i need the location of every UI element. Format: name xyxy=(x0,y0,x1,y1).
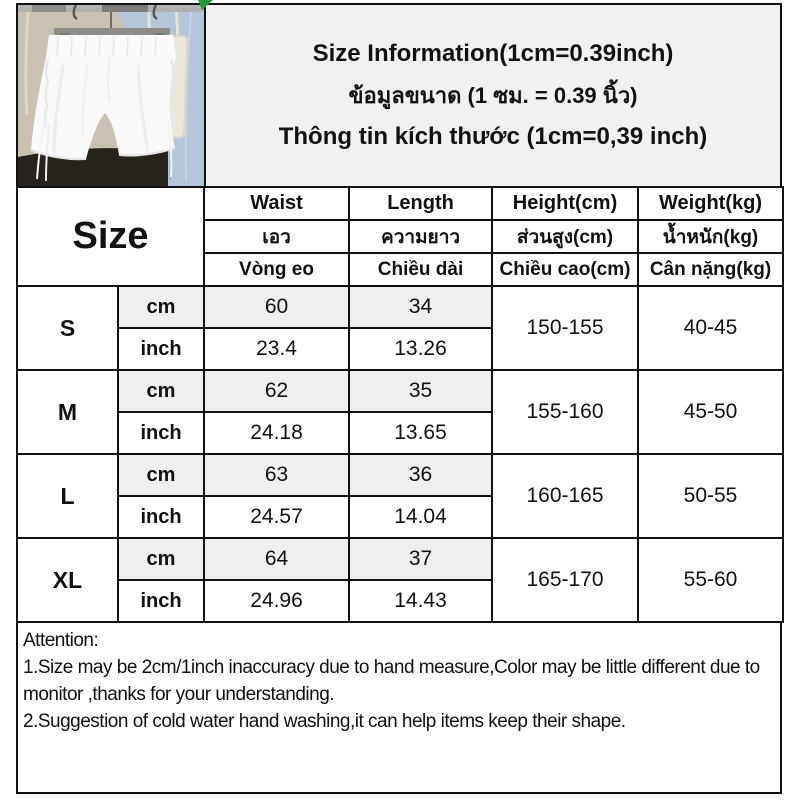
value-xl-waist-cm: 64 xyxy=(204,538,349,580)
value-s-waist-inch: 23.4 xyxy=(204,328,349,370)
title-th: ข้อมูลขนาด (1 ซม. = 0.39 นิ้ว) xyxy=(348,83,638,108)
header-height-en: Height(cm) xyxy=(492,187,638,220)
value-l-length-inch: 14.04 xyxy=(349,496,492,538)
header-weight-vi: Cân nặng(kg) xyxy=(638,253,783,286)
value-xl-height: 165-170 xyxy=(492,538,638,622)
value-l-height: 160-165 xyxy=(492,454,638,538)
top-row xyxy=(16,3,782,188)
value-xl-length-inch: 14.43 xyxy=(349,580,492,622)
value-m-length-cm: 35 xyxy=(349,370,492,412)
attention-item-2: 2.Suggestion of cold water hand washing,it can help items keep their shape. xyxy=(23,711,626,732)
value-s-length-inch: 13.26 xyxy=(349,328,492,370)
value-s-length-cm: 34 xyxy=(349,286,492,328)
title-vi: Thông tin kích thước (1cm=0,39 inch) xyxy=(278,123,708,150)
unit-cell-inch: inch xyxy=(118,496,204,538)
unit-cell-cm: cm xyxy=(118,454,204,496)
green-corner-ribbon xyxy=(198,0,213,10)
unit-cell-inch: inch xyxy=(118,580,204,622)
row-l-cm xyxy=(17,454,783,496)
value-l-waist-inch: 24.57 xyxy=(204,496,349,538)
value-m-height: 155-160 xyxy=(492,370,638,454)
header-weight-th: น้ำหนัก(kg) xyxy=(638,220,783,253)
row-s-cm xyxy=(17,286,783,328)
value-m-waist-inch: 24.18 xyxy=(204,412,349,454)
header-height-vi: Chiều cao(cm) xyxy=(492,253,638,286)
row-xl-cm xyxy=(17,538,783,580)
value-l-weight: 50-55 xyxy=(638,454,783,538)
value-s-waist-cm: 60 xyxy=(204,286,349,328)
header-row-en xyxy=(17,187,783,220)
header-length-en: Length xyxy=(349,187,492,220)
header-waist-vi: Vòng eo xyxy=(204,253,349,286)
attention-section xyxy=(16,621,782,794)
size-chart-infographic xyxy=(16,3,782,794)
unit-cell-cm: cm xyxy=(118,370,204,412)
title-section xyxy=(204,3,782,188)
attention-heading: Attention: xyxy=(23,630,99,651)
value-m-length-inch: 13.65 xyxy=(349,412,492,454)
size-label-m: M xyxy=(17,370,118,454)
value-m-weight: 45-50 xyxy=(638,370,783,454)
size-label-s: S xyxy=(17,286,118,370)
unit-cell-inch: inch xyxy=(118,328,204,370)
value-s-weight: 40-45 xyxy=(638,286,783,370)
size-label-l: L xyxy=(17,454,118,538)
product-photo xyxy=(16,3,206,188)
size-chart-table xyxy=(16,186,784,623)
attention-item-1: 1.Size may be 2cm/1inch inaccuracy due to hand measure,Color may be little different due to monitor ,thanks for your understanding. xyxy=(23,657,760,705)
header-waist-en: Waist xyxy=(204,187,349,220)
value-xl-length-cm: 37 xyxy=(349,538,492,580)
unit-cell-cm: cm xyxy=(118,286,204,328)
unit-cell-inch: inch xyxy=(118,412,204,454)
title-en: Size Information(1cm=0.39inch) xyxy=(312,40,674,67)
value-l-length-cm: 36 xyxy=(349,454,492,496)
value-l-waist-cm: 63 xyxy=(204,454,349,496)
header-height-th: ส่วนสูง(cm) xyxy=(492,220,638,253)
value-s-height: 150-155 xyxy=(492,286,638,370)
size-corner-cell: Size xyxy=(17,187,204,286)
unit-cell-cm: cm xyxy=(118,538,204,580)
header-weight-en: Weight(kg) xyxy=(638,187,783,220)
value-xl-weight: 55-60 xyxy=(638,538,783,622)
value-xl-waist-inch: 24.96 xyxy=(204,580,349,622)
product-photo-illustration xyxy=(18,5,204,186)
row-m-cm xyxy=(17,370,783,412)
header-length-th: ความยาว xyxy=(349,220,492,253)
header-waist-th: เอว xyxy=(204,220,349,253)
value-m-waist-cm: 62 xyxy=(204,370,349,412)
header-length-vi: Chiều dài xyxy=(349,253,492,286)
size-label-xl: XL xyxy=(17,538,118,622)
